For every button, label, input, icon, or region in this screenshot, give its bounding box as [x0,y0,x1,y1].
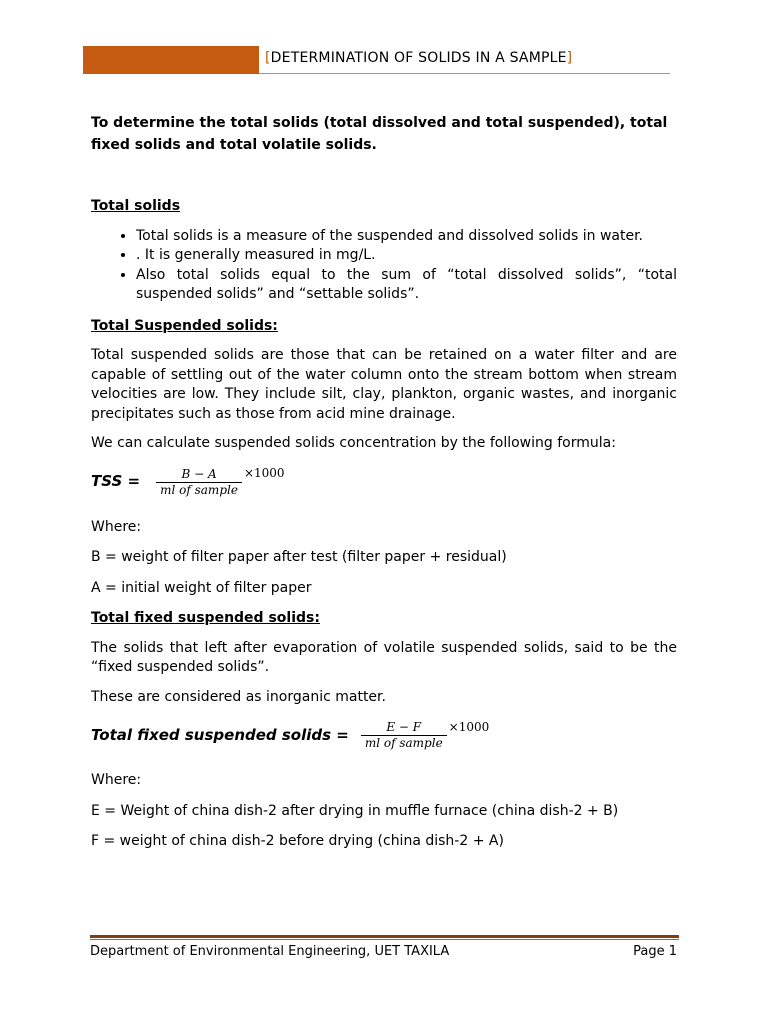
tss-formula [91,467,677,498]
tss-where: Where: [91,518,142,535]
tfss-formula-lhs: Total fixed suspended solids = [91,725,349,744]
tss-def-a: A = initial weight of filter paper [91,579,312,596]
tfss-def-f: F = weight of china dish-2 before drying (china dish-2 + A) [91,833,504,849]
tss-fraction [156,467,242,498]
footer-department: Department of Environmental Engineering, UET TAXILA [90,944,450,959]
page-content [91,112,677,852]
tfss-note: These are considered as inorganic matter. [91,688,386,705]
header-title-text: DETERMINATION OF SOLIDS IN A SAMPLE [270,50,567,66]
objective-text: To determine the total solids (total dissolved and total suspended), total fixed solids and total volatile solids. [91,115,668,153]
tss-def-b: B = weight of filter paper after test (filter paper + residual) [91,549,507,565]
tss-heading: Total Suspended solids: [91,317,278,334]
footer-rule-thin [90,939,679,940]
header-title [265,50,572,66]
list-item: • . It is generally measured in mg/L. [136,246,677,266]
header-accent-bar [83,46,259,74]
header-bracket-open: [ [265,50,271,66]
list-item: • Total solids is a measure of the suspended and dissolved solids in water. [136,227,677,247]
tfss-where: Where: [91,772,142,788]
footer-page-number: Page 1 [633,944,677,959]
header-bracket-close: ] [566,50,573,66]
list-item: • Also total solids equal to the sum of “total dissolved solids”, “total suspended solids” and “settable solids”. [136,266,677,305]
tss-multiplier: ×1000 [243,466,285,481]
tfss-multiplier: ×1000 [448,719,490,734]
total-solids-heading: Total solids [91,198,181,214]
tfss-paragraph: The solids that left after evaporation of volatile suspended solids, said to be the “fixed suspended solids”. [91,639,677,675]
tfss-def-e: E = Weight of china dish-2 after drying in muffle furnace (china dish-2 + B) [91,802,619,819]
header-rule [259,73,670,74]
tfss-formula [91,720,677,751]
tss-formula-intro: We can calculate suspended solids concentration by the following formula: [91,435,616,451]
tfss-fraction [361,720,447,751]
tss-numerator: B − A [181,466,217,481]
tfss-numerator: E − F [386,720,422,734]
footer-rule-thick [90,935,679,938]
tfss-heading: Total fixed suspended solids: [91,610,320,626]
tss-formula-lhs: TSS = [91,472,141,491]
tss-denominator: ml of sample [156,482,242,498]
tss-paragraph: Total suspended solids are those that can be retained on a water filter and are capable of settling out of the water column onto the stream bottom when stream velocities are low. They include silt, clay, plankton, organic wastes, and inorganic precipitates such as those from acid mine drainage. [91,347,677,422]
total-solids-list [91,227,677,305]
tfss-denominator: ml of sample [361,735,447,751]
